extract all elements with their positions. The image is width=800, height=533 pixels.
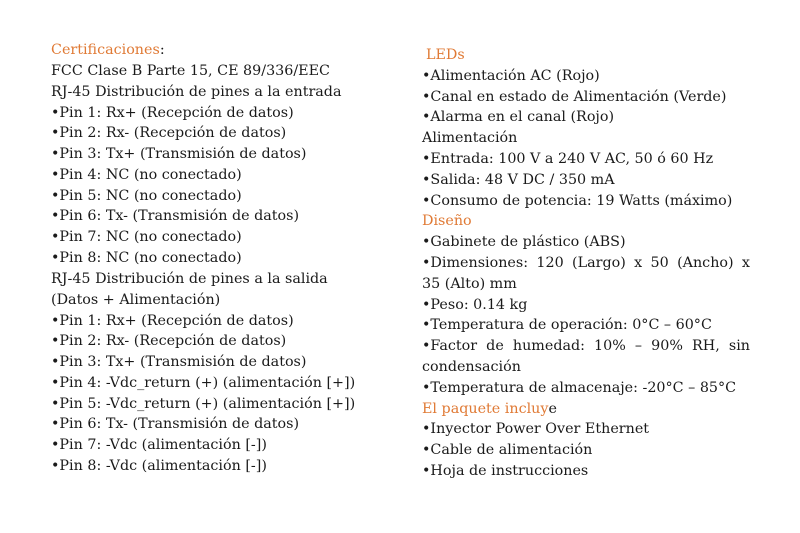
package-item: •Hoja de instrucciones [422, 463, 589, 479]
output-pin-2: •Pin 2: Rx- (Recepción de datos) [51, 333, 287, 349]
design-cabinet: •Gabinete de plástico (ABS) [422, 234, 626, 250]
design-dimensions: •Dimensiones: 120 (Largo) x 50 (Ancho) x [422, 255, 750, 271]
design-humidity-continued: condensación [422, 359, 521, 375]
output-pin-8: •Pin 8: -Vdc (alimentación [-]) [51, 458, 267, 474]
output-pinout-title: RJ-45 Distribución de pines a la salida [51, 271, 328, 287]
package-heading: El paquete incluy [422, 401, 549, 417]
input-pin-5: •Pin 5: NC (no conectado) [51, 188, 242, 204]
input-pin-2: •Pin 2: Rx- (Recepción de datos) [51, 125, 287, 141]
output-pin-6: •Pin 6: Tx- (Transmisión de datos) [51, 416, 300, 432]
design-humidity: •Factor de humedad: 10% – 90% RH, sin [422, 338, 750, 354]
fcc-certification: FCC Clase B Parte 15, CE 89/336/EEC [51, 63, 330, 79]
output-pinout-subtitle: (Datos + Alimentación) [51, 292, 221, 308]
input-pin-6: •Pin 6: Tx- (Transmisión de datos) [51, 208, 300, 224]
design-storage-temperature: •Temperatura de almacenaje: -20°C – 85°C [422, 380, 737, 396]
package-item: •Cable de alimentación [422, 442, 593, 458]
package-heading-suffix: e [548, 401, 557, 417]
output-pin-3: •Pin 3: Tx+ (Transmisión de datos) [51, 354, 307, 370]
input-pinout-title: RJ-45 Distribución de pines a la entrada [51, 84, 342, 100]
led-item: •Alimentación AC (Rojo) [422, 68, 600, 84]
design-operating-temperature: •Temperatura de operación: 0°C – 60°C [422, 317, 712, 333]
leds-heading: LEDs [426, 47, 465, 63]
design-dimensions-continued: 35 (Alto) mm [422, 276, 517, 292]
power-item: •Consumo de potencia: 19 Watts (máximo) [422, 193, 733, 209]
certifications-heading: Certificaciones [51, 42, 160, 58]
input-pin-3: •Pin 3: Tx+ (Transmisión de datos) [51, 146, 307, 162]
package-heading-line [422, 400, 557, 418]
output-pin-7: •Pin 7: -Vdc (alimentación [-]) [51, 437, 267, 453]
output-pin-4: •Pin 4: -Vdc_return (+) (alimentación [+]) [51, 375, 356, 391]
led-item: •Alarma en el canal (Rojo) [422, 109, 615, 125]
package-item: •Inyector Power Over Ethernet [422, 421, 650, 437]
led-item: •Canal en estado de Alimentación (Verde) [422, 89, 727, 105]
input-pin-8: •Pin 8: NC (no conectado) [51, 250, 242, 266]
power-item: •Salida: 48 V DC / 350 mA [422, 172, 615, 188]
design-weight: •Peso: 0.14 kg [422, 297, 528, 313]
design-heading: Diseño [422, 213, 472, 229]
output-pin-5: •Pin 5: -Vdc_return (+) (alimentación [+]) [51, 396, 356, 412]
power-item: •Entrada: 100 V a 240 V AC, 50 ó 60 Hz [422, 151, 714, 167]
certifications-colon: : [159, 42, 165, 58]
certifications-heading-line [51, 41, 165, 59]
input-pin-7: •Pin 7: NC (no conectado) [51, 229, 242, 245]
output-pin-1: •Pin 1: Rx+ (Recepción de datos) [51, 313, 294, 329]
input-pin-1: •Pin 1: Rx+ (Recepción de datos) [51, 105, 294, 121]
input-pin-4: •Pin 4: NC (no conectado) [51, 167, 242, 183]
power-title: Alimentación [422, 130, 518, 146]
